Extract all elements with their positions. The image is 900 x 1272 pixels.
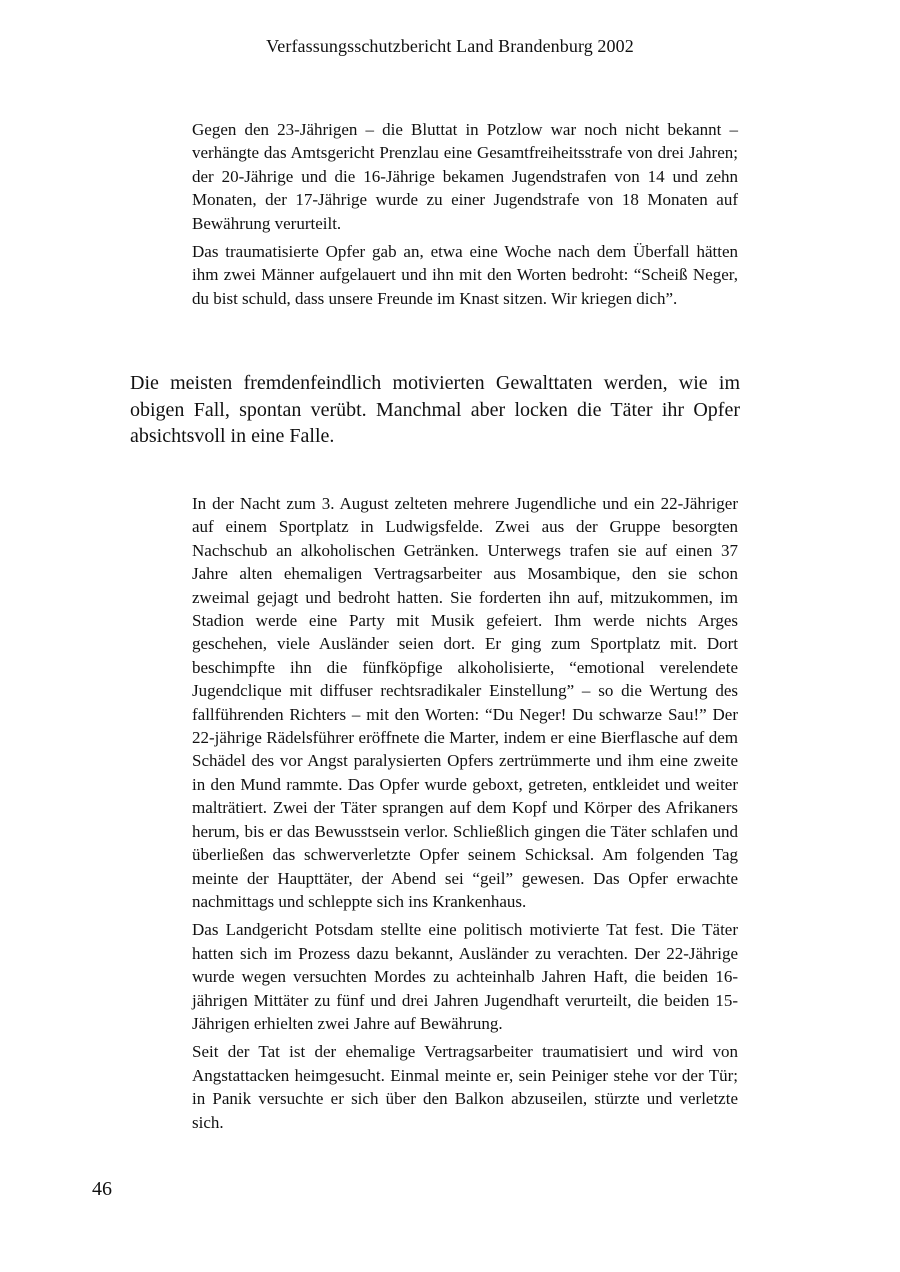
page-header: Verfassungsschutzbericht Land Brandenburg 2002 xyxy=(266,36,634,56)
page-number: 46 xyxy=(92,1178,112,1200)
case-report-block xyxy=(192,492,738,1139)
intro-text-block xyxy=(130,370,740,450)
paragraph: Seit der Tat ist der ehemalige Vertragsarbeiter traumatisiert und wird von Angstattacken heimgesucht. Einmal meinte er, sein Peiniger stehe vor der Tür; in Panik versuchte er sich über den Balkon abzuseilen, stürzte und verletzte sich. xyxy=(192,1042,738,1132)
paragraph: Das traumatisierte Opfer gab an, etwa eine Woche nach dem Überfall hätten ihm zwei Männer aufgelauert und ihn mit den Worten bedroht: “Scheiß Neger, du bist schuld, dass unsere Freunde im Knast sitzen. Wir kriegen dich”. xyxy=(192,242,738,308)
quote-block-top xyxy=(192,118,738,315)
paragraph: Das Landgericht Potsdam stellte eine politisch motivierte Tat fest. Die Täter hatten sich im Prozess dazu bekannt, Ausländer zu verachten. Der 22-Jährige wurde wegen versuchten Mordes zu achteinhalb Jahren Haft, die beiden 16-jährigen Mittäter zu fünf und drei Jahren Jugendhaft verurteilt, die beiden 15-Jährigen erhielten zwei Jahre auf Bewährung. xyxy=(192,920,738,1033)
paragraph: In der Nacht zum 3. August zelteten mehrere Jugendliche und ein 22-Jähriger auf einem Sportplatz in Ludwigsfelde. Zwei aus der Gruppe besorgten Nachschub an alkoholischen Getränken. Unterwegs trafen sie auf einen 37 Jahre alten ehemaligen Vertragsarbeiter aus Mosambique, den sie schon zweimal gejagt und bedroht hatten. Sie forderten ihn auf, mitzukommen, im Stadion werde eine Party mit Musik gefeiert. Ihm werde nichts Arges geschehen, viele Ausländer seien dort. Er ging zum Sportplatz mit. Dort beschimpfte ihn die fünfköpfige alkoholisierte, “emotional verelendete Jugendclique mit diffuser rechtsradikaler Einstellung” – so die Wertung des fallführenden Richters – mit den Worten: “Du Neger! Du schwarze Sau!” Der 22-jährige Rädelsführer eröffnete die Marter, indem er eine Bierflasche auf dem Schädel des vor Angst paralysierten Opfers zertrümmerte und ihm eine zweite in den Mund rammte. Das Opfer wurde geboxt, getreten, entkleidet und weiter malträtiert. Zwei der Täter sprangen auf dem Kopf und Körper des Afrikaners herum, bis er das Bewusstsein verlor. Schließlich gingen die Täter schlafen und überließen das schwerverletzte Opfer seinem Schicksal. Am folgenden Tag meinte der Haupttäter, der Abend sei “geil” gewesen. Das Opfer erwachte nachmittags und schleppte sich ins Krankenhaus. xyxy=(192,494,738,911)
intro-paragraph: Die meisten fremdenfeindlich motivierten Gewalttaten werden, wie im obigen Fall, spontan verübt. Manchmal aber locken die Täter ihr Opfer absichtsvoll in eine Falle. xyxy=(130,372,740,447)
paragraph: Gegen den 23-Jährigen – die Bluttat in Potzlow war noch nicht bekannt – verhängte das Amtsgericht Prenzlau eine Gesamtfreiheitsstrafe von drei Jahren; der 20-Jährige und die 16-Jährige bekamen Jugendstrafen von 14 und zehn Monaten, der 17-Jährige wurde zu einer Jugendstrafe von 18 Monaten auf Bewährung verurteilt. xyxy=(192,120,738,233)
